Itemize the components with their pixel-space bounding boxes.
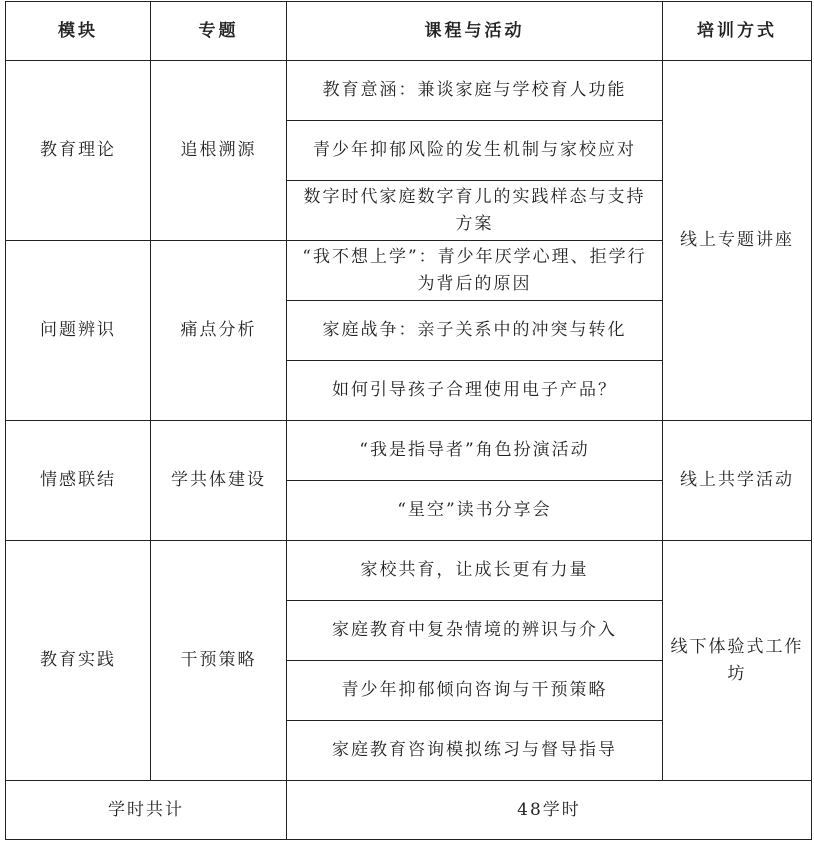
course-cell: 青少年抑郁风险的发生机制与家校应对 — [287, 121, 663, 181]
course-cell: 家庭教育咨询模拟练习与督导指导 — [287, 721, 663, 781]
course-cell: 数字时代家庭数字育儿的实践样态与支持方案 — [287, 181, 663, 241]
method-cell: 线上共学活动 — [663, 421, 812, 541]
header-topic: 专题 — [151, 2, 287, 61]
module-cell: 教育实践 — [6, 541, 151, 781]
topic-cell: 痛点分析 — [151, 241, 287, 421]
course-cell: 青少年抑郁倾向咨询与干预策略 — [287, 661, 663, 721]
course-cell: 家校共育，让成长更有力量 — [287, 541, 663, 601]
course-cell: 家庭教育中复杂情境的辨识与介入 — [287, 601, 663, 661]
topic-cell: 干预策略 — [151, 541, 287, 781]
total-label: 学时共计 — [6, 781, 287, 840]
method-cell: 线上专题讲座 — [663, 61, 812, 421]
course-cell: 如何引导孩子合理使用电子产品？ — [287, 361, 663, 421]
topic-cell: 追根溯源 — [151, 61, 287, 241]
total-row — [6, 781, 812, 840]
topic-cell: 学共体建设 — [151, 421, 287, 541]
table-row — [6, 61, 812, 121]
table-row — [6, 421, 812, 481]
header-course: 课程与活动 — [287, 2, 663, 61]
module-cell: 教育理论 — [6, 61, 151, 241]
total-value: 48学时 — [287, 781, 812, 840]
header-module: 模块 — [6, 2, 151, 61]
module-cell: 情感联结 — [6, 421, 151, 541]
course-cell: 教育意涵：兼谈家庭与学校育人功能 — [287, 61, 663, 121]
header-method: 培训方式 — [663, 2, 812, 61]
table-row — [6, 541, 812, 601]
course-cell: 家庭战争：亲子关系中的冲突与转化 — [287, 301, 663, 361]
module-cell: 问题辨识 — [6, 241, 151, 421]
curriculum-table — [5, 1, 812, 840]
course-cell: “星空”读书分享会 — [287, 481, 663, 541]
course-cell: “我不想上学”：青少年厌学心理、拒学行为背后的原因 — [287, 241, 663, 301]
header-row — [6, 2, 812, 61]
method-cell: 线下体验式工作坊 — [663, 541, 812, 781]
course-cell: “我是指导者”角色扮演活动 — [287, 421, 663, 481]
